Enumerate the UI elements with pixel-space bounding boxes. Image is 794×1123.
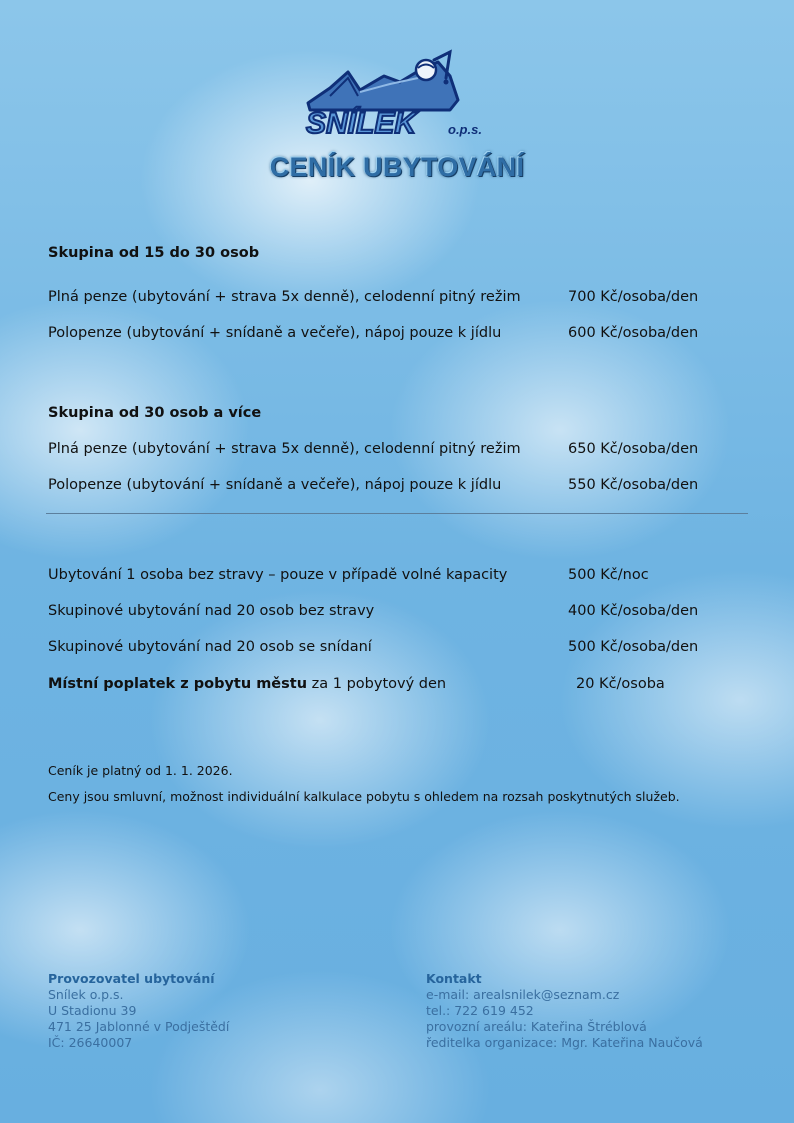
price-row-label: Skupinové ubytování nad 20 osob se snídaní: [48, 639, 372, 655]
price-row-label: Ubytování 1 osoba bez stravy – pouze v případě volné kapacity: [48, 567, 508, 583]
price-row-value: 500 Kč/osoba/den: [568, 639, 699, 655]
price-row-value: 600 Kč/osoba/den: [568, 325, 699, 341]
price-row-label: Polopenze (ubytování + snídaně a večeře), nápoj pouze k jídlu: [48, 477, 502, 493]
local-fee-rest: za 1 pobytový den: [307, 676, 447, 692]
validity-note: Ceník je platný od 1. 1. 2026.: [48, 763, 233, 778]
logo-brand-text: SNÍLEK: [306, 107, 417, 140]
local-fee-bold: Místní poplatek z pobytu městu: [48, 676, 308, 692]
contact-email[interactable]: e-mail: arealsnilek@seznam.cz: [426, 987, 620, 1002]
operator-line: Snílek o.p.s.: [48, 987, 124, 1002]
snilek-logo: [300, 48, 500, 142]
local-fee-label: [48, 676, 446, 692]
contact-line: ředitelka organizace: Mgr. Kateřina Naučová: [426, 1035, 703, 1050]
price-row-label: Plná penze (ubytování + strava 5x denně), celodenní pitný režim: [48, 289, 521, 305]
operator-info: [48, 971, 229, 1051]
operator-line: U Stadionu 39: [48, 1003, 137, 1018]
logo-suffix-text: o.p.s.: [448, 122, 482, 137]
contact-phone: tel.: 722 619 452: [426, 1003, 534, 1018]
group-heading: Skupina od 15 do 30 osob: [48, 245, 260, 261]
contract-note: Ceny jsou smluvní, možnost individuální kalkulace pobytu s ohledem na rozsah poskytnutých služeb.: [48, 789, 680, 804]
local-fee-price: 20 Kč/osoba: [576, 676, 665, 692]
operator-line: IČ: 26640007: [48, 1035, 133, 1050]
section-divider: [46, 513, 748, 514]
price-row-value: 500 Kč/noc: [568, 567, 649, 583]
contact-info: [426, 971, 703, 1051]
price-row-label: Skupinové ubytování nad 20 osob bez stravy: [48, 603, 375, 619]
price-row-value: 400 Kč/osoba/den: [568, 603, 699, 619]
price-row-label: Polopenze (ubytování + snídaně a večeře), nápoj pouze k jídlu: [48, 325, 502, 341]
operator-heading: Provozovatel ubytování: [48, 971, 215, 986]
page-title: CENÍK UBYTOVÁNÍ: [269, 152, 525, 182]
price-row-label: Plná penze (ubytování + strava 5x denně), celodenní pitný režim: [48, 441, 521, 457]
sleeping-figure-icon: [308, 52, 458, 110]
contact-heading: Kontakt: [426, 971, 482, 986]
price-row-value: 650 Kč/osoba/den: [568, 441, 699, 457]
operator-line: 471 25 Jablonné v Podještědí: [48, 1019, 230, 1034]
price-row-value: 550 Kč/osoba/den: [568, 477, 699, 493]
contact-line: provozní areálu: Kateřina Štréblová: [426, 1019, 647, 1034]
group-heading: Skupina od 30 osob a více: [48, 405, 262, 421]
price-row-value: 700 Kč/osoba/den: [568, 289, 699, 305]
